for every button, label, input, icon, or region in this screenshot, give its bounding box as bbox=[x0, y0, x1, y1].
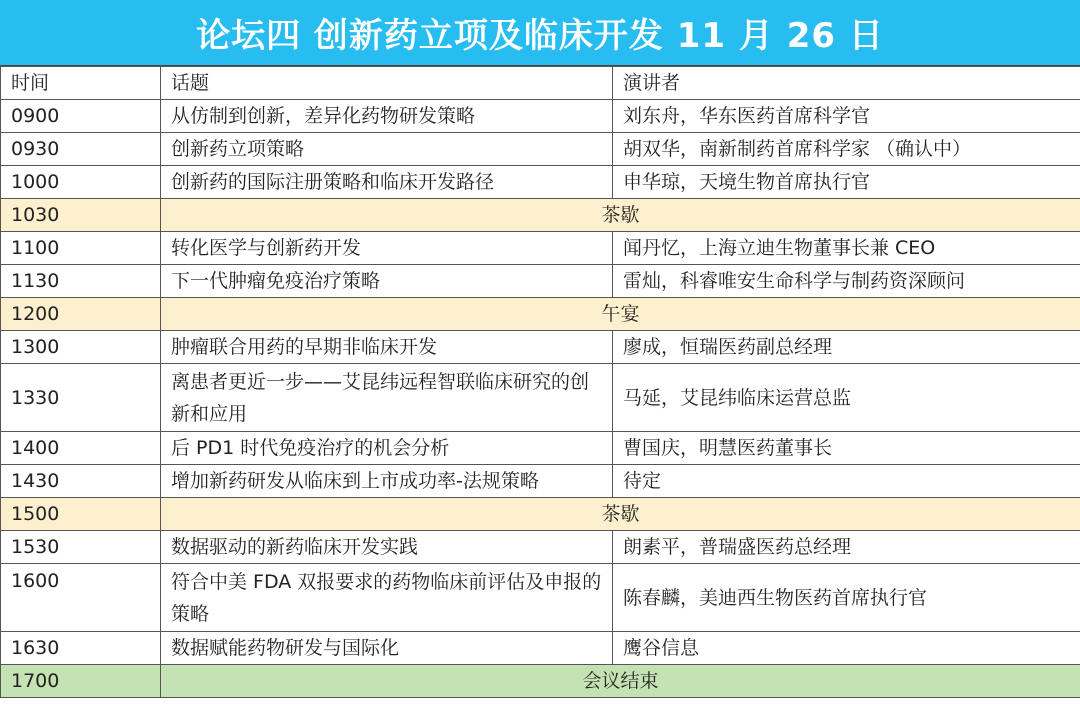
table-row bbox=[1, 265, 1080, 298]
topic-cell: 转化医学与创新药开发 bbox=[161, 232, 613, 265]
table-row bbox=[1, 166, 1080, 199]
time-cell: 1300 bbox=[1, 331, 161, 364]
time-cell: 1530 bbox=[1, 531, 161, 564]
table-row bbox=[1, 331, 1080, 364]
closing-row bbox=[1, 665, 1080, 698]
topic-cell: 数据赋能药物研发与国际化 bbox=[161, 632, 613, 665]
break-label: 茶歇 bbox=[161, 498, 1080, 531]
table-row bbox=[1, 364, 1080, 432]
topic-cell: 符合中美 FDA 双报要求的药物临床前评估及申报的策略 bbox=[161, 564, 613, 632]
topic-cell: 数据驱动的新药临床开发实践 bbox=[161, 531, 613, 564]
speaker-cell: 雷灿，科睿唯安生命科学与制药资深顾问 bbox=[613, 265, 1080, 298]
break-row bbox=[1, 498, 1080, 531]
topic-cell: 从仿制到创新，差异化药物研发策略 bbox=[161, 100, 613, 133]
time-cell: 1630 bbox=[1, 632, 161, 665]
speaker-cell: 胡双华，南新制药首席科学家 （确认中） bbox=[613, 133, 1080, 166]
time-cell: 1100 bbox=[1, 232, 161, 265]
speaker-cell: 待定 bbox=[613, 465, 1080, 498]
time-cell: 1430 bbox=[1, 465, 161, 498]
time-cell: 0900 bbox=[1, 100, 161, 133]
time-cell: 1400 bbox=[1, 432, 161, 465]
time-cell: 1700 bbox=[1, 665, 161, 698]
time-cell: 1600 bbox=[1, 564, 161, 632]
table-row bbox=[1, 632, 1080, 665]
table-row bbox=[1, 432, 1080, 465]
table-row bbox=[1, 465, 1080, 498]
break-row bbox=[1, 199, 1080, 232]
break-row bbox=[1, 298, 1080, 331]
speaker-cell: 曹国庆，明慧医药董事长 bbox=[613, 432, 1080, 465]
speaker-cell: 马延，艾昆纬临床运营总监 bbox=[613, 364, 1080, 432]
speaker-cell: 闻丹忆，上海立迪生物董事长兼 CEO bbox=[613, 232, 1080, 265]
page-title: 论坛四 创新药立项及临床开发 11 月 26 日 bbox=[0, 0, 1080, 66]
header-topic: 话题 bbox=[161, 67, 613, 100]
header-time: 时间 bbox=[1, 67, 161, 100]
topic-cell: 下一代肿瘤免疫治疗策略 bbox=[161, 265, 613, 298]
topic-cell: 肿瘤联合用药的早期非临床开发 bbox=[161, 331, 613, 364]
break-label: 午宴 bbox=[161, 298, 1080, 331]
time-cell: 0930 bbox=[1, 133, 161, 166]
topic-cell: 增加新药研发从临床到上市成功率-法规策略 bbox=[161, 465, 613, 498]
table-row bbox=[1, 100, 1080, 133]
table-row bbox=[1, 564, 1080, 632]
table-header-row bbox=[1, 67, 1080, 100]
speaker-cell: 廖成，恒瑞医药副总经理 bbox=[613, 331, 1080, 364]
time-cell: 1130 bbox=[1, 265, 161, 298]
table-row bbox=[1, 232, 1080, 265]
time-cell: 1500 bbox=[1, 498, 161, 531]
topic-cell: 后 PD1 时代免疫治疗的机会分析 bbox=[161, 432, 613, 465]
topic-cell: 创新药的国际注册策略和临床开发路径 bbox=[161, 166, 613, 199]
speaker-cell: 鹰谷信息 bbox=[613, 632, 1080, 665]
topic-cell: 离患者更近一步——艾昆纬远程智联临床研究的创新和应用 bbox=[161, 364, 613, 432]
speaker-cell: 申华琼，天境生物首席执行官 bbox=[613, 166, 1080, 199]
time-cell: 1330 bbox=[1, 364, 161, 432]
time-cell: 1200 bbox=[1, 298, 161, 331]
speaker-cell: 刘东舟，华东医药首席科学官 bbox=[613, 100, 1080, 133]
header-speaker: 演讲者 bbox=[613, 67, 1080, 100]
closing-label: 会议结束 bbox=[161, 665, 1080, 698]
speaker-cell: 朗素平，普瑞盛医药总经理 bbox=[613, 531, 1080, 564]
time-cell: 1030 bbox=[1, 199, 161, 232]
topic-cell: 创新药立项策略 bbox=[161, 133, 613, 166]
break-label: 茶歇 bbox=[161, 199, 1080, 232]
table-row bbox=[1, 133, 1080, 166]
table-row bbox=[1, 531, 1080, 564]
schedule-table bbox=[0, 66, 1080, 698]
time-cell: 1000 bbox=[1, 166, 161, 199]
speaker-cell: 陈春麟，美迪西生物医药首席执行官 bbox=[613, 564, 1080, 632]
